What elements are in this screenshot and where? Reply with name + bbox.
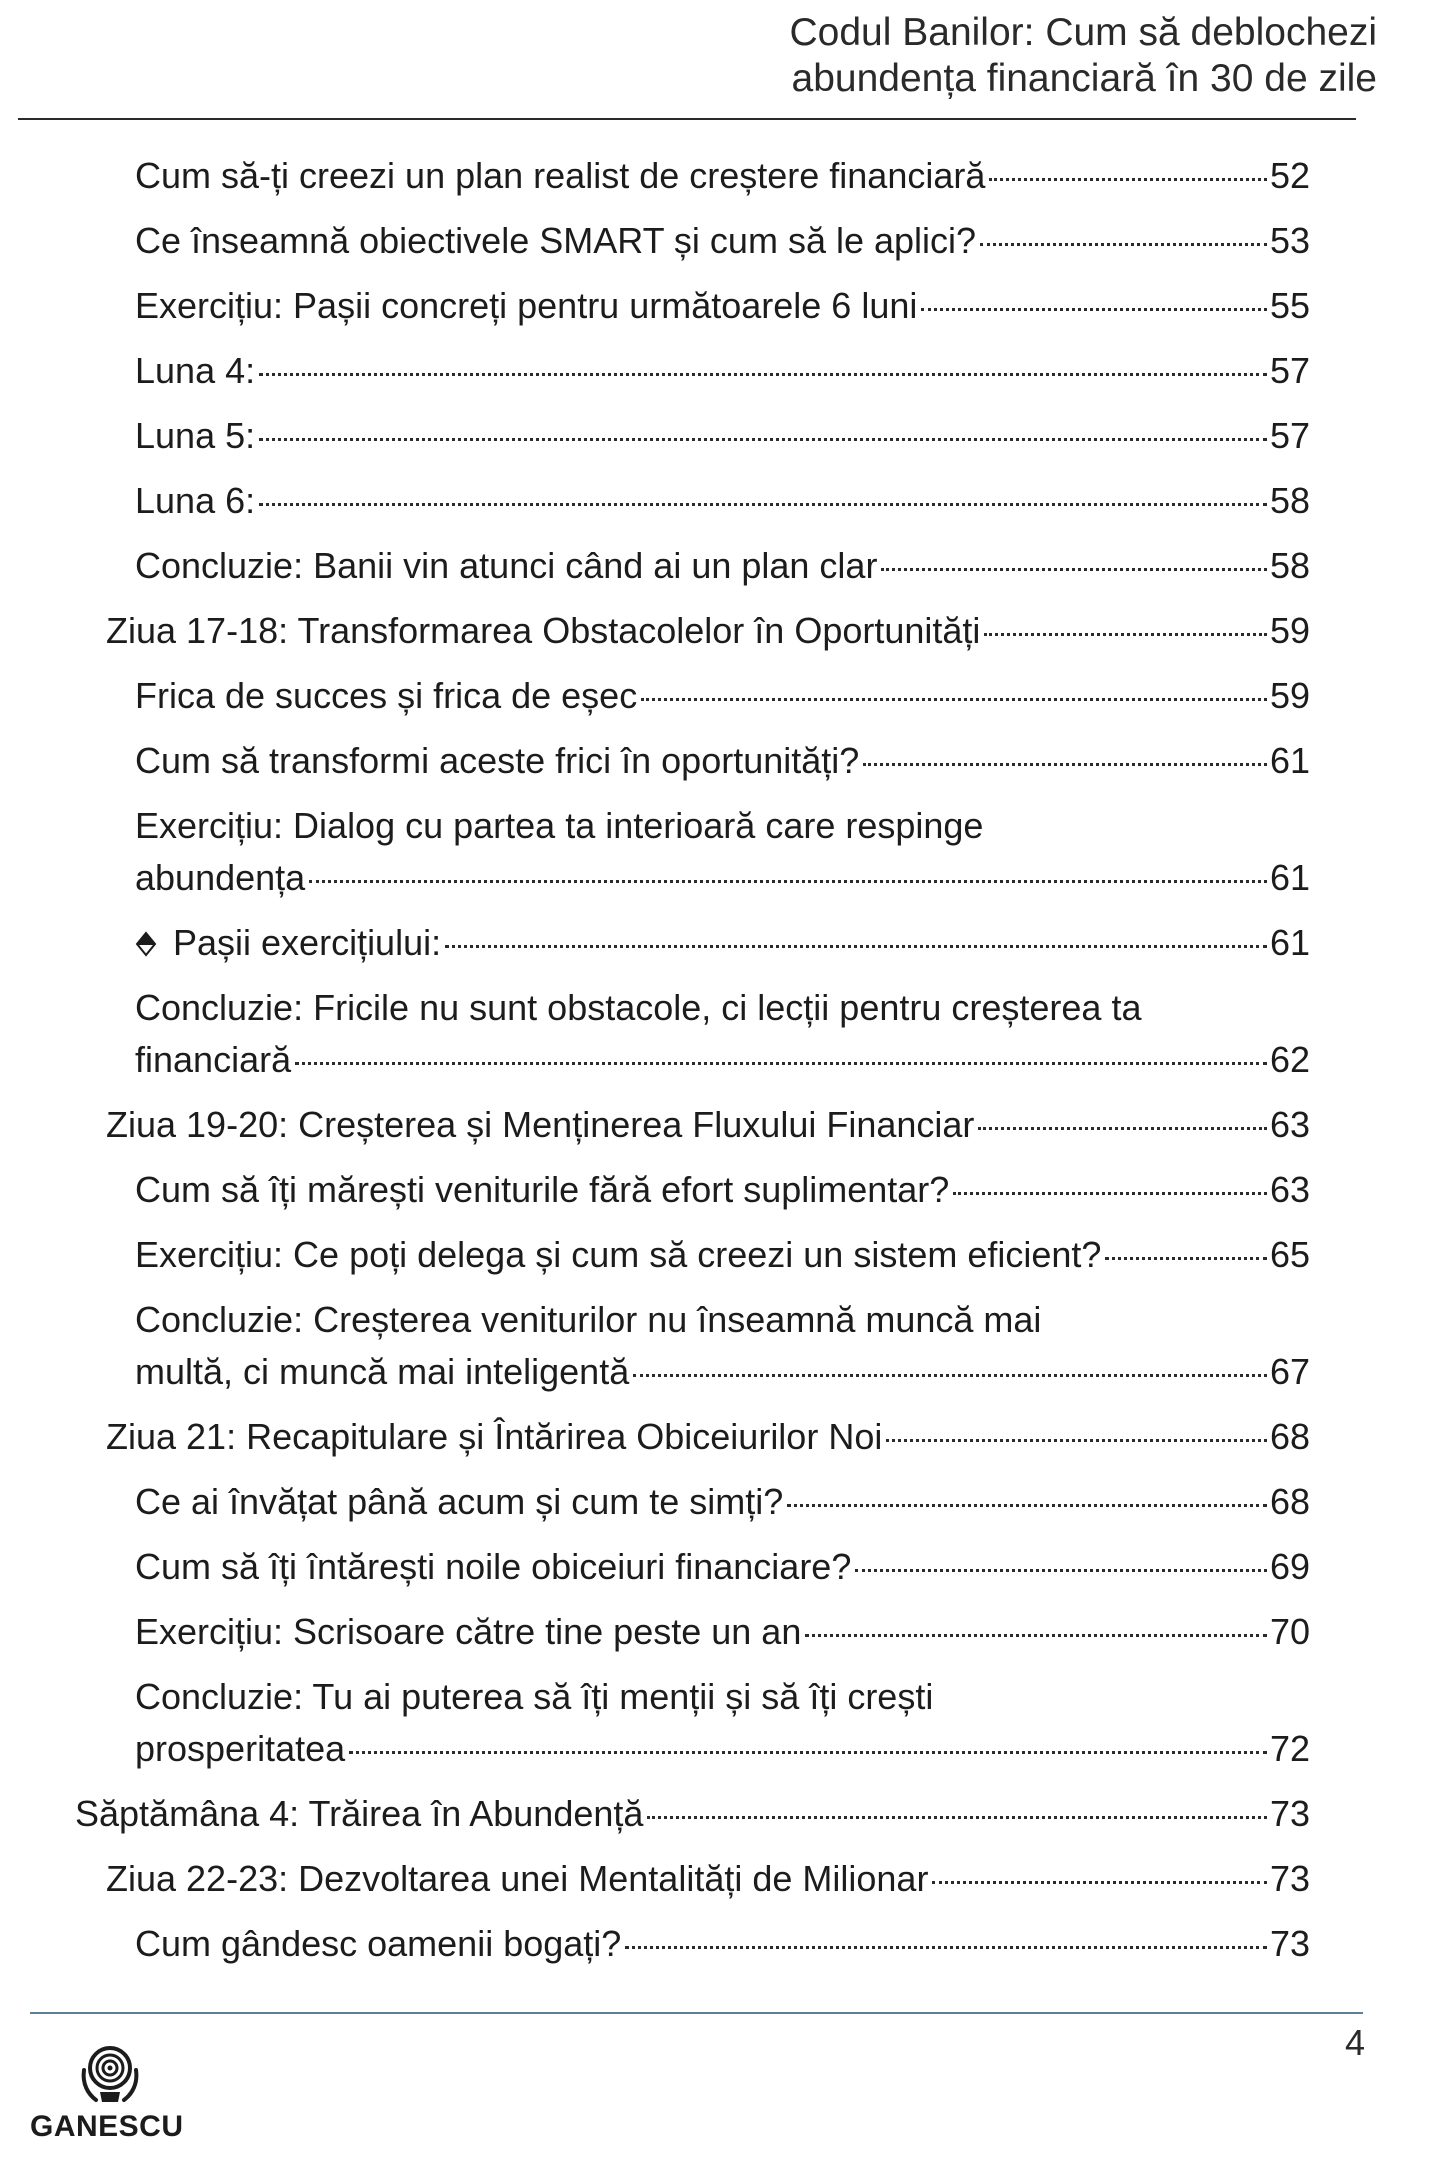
toc-entry-title-line1: Exercițiu: Dialog cu partea ta interioară care respinge [135,805,984,846]
toc-entry-title: Cum să-ți creezi un plan realist de creștere financiară [135,155,986,196]
toc-entry-page-number: 61 [1269,740,1310,781]
toc-entry[interactable] [0,670,1310,722]
toc-entry[interactable] [0,1606,1310,1658]
spiral-head-icon [78,2040,142,2106]
dot-leader [259,503,1267,506]
toc-entry-title: Ziua 19-20: Creșterea și Menținerea Fluxului Financiar [106,1104,975,1145]
toc-entry-title: Ziua 17-18: Transformarea Obstacolelor în Oportunități [106,610,981,651]
toc-entry-title: Exercițiu: Pașii concreți pentru următoarele 6 luni [135,285,918,326]
dot-leader [259,373,1267,376]
dot-leader [787,1504,1267,1507]
dot-leader [921,308,1267,311]
dot-leader [633,1374,1267,1377]
page-number: 4 [1344,2022,1365,2063]
toc-entry-title: Cum gândesc oamenii bogați? [135,1923,622,1964]
toc-entry-page-number: 65 [1269,1234,1310,1275]
footer-divider [30,2012,1363,2014]
toc-entry-page-number: 58 [1269,545,1310,586]
toc-entry[interactable] [0,215,1310,267]
dot-leader [855,1569,1267,1572]
toc-entry[interactable] [0,410,1310,462]
toc-entry[interactable] [0,280,1310,332]
toc-entry-page-number: 57 [1269,415,1310,456]
dot-leader [259,438,1267,441]
toc-entry-title: Frica de succes și frica de eșec [135,675,638,716]
toc-entry-page-number: 69 [1269,1546,1310,1587]
header-divider [18,118,1356,120]
toc-entry-page-number: 61 [1269,922,1310,963]
dot-leader [932,1881,1267,1884]
toc-entry-title: Ce înseamnă obiectivele SMART și cum să le aplici? [135,220,977,261]
header-title-line1: Codul Banilor: Cum să deblochezi [789,11,1377,54]
dot-leader [295,1062,1267,1065]
toc-entry-title: Exercițiu: Ce poți delega și cum să creezi un sistem eficient? [135,1234,1102,1275]
toc-entry-page-number: 67 [1269,1351,1310,1392]
toc-entry-title: Ce ai învățat până acum și cum te simți? [135,1481,784,1522]
toc-entry-page-number: 57 [1269,350,1310,391]
toc-entry-page-number: 52 [1269,155,1310,196]
dot-leader [309,880,1267,883]
toc-entry-title: Cum să îți mărești veniturile fără efort suplimentar? [135,1169,950,1210]
dot-leader [989,178,1267,181]
toc-entry[interactable] [0,605,1310,657]
toc-entry-page-number: 62 [1269,1039,1310,1080]
toc-entry[interactable] [0,917,1310,969]
dot-leader [625,1946,1267,1949]
dot-leader [647,1816,1267,1819]
toc-entry-page-number: 58 [1269,480,1310,521]
toc-entry-page-number: 63 [1269,1104,1310,1145]
dot-leader [984,633,1267,636]
toc-entry[interactable] [0,150,1310,202]
toc-entry-title: Pașii exercițiului: [173,922,442,963]
toc-entry-title: Cum să îți întărești noile obiceiuri financiare? [135,1546,852,1587]
dot-leader [978,1127,1267,1130]
toc-entry-page-number: 73 [1269,1858,1310,1899]
toc-entry-title: abundența [135,857,306,898]
toc-entry[interactable] [0,735,1310,787]
running-header [790,10,1377,102]
toc-entry[interactable] [0,475,1310,527]
toc-entry-title: Exercițiu: Scrisoare către tine peste un an [135,1611,802,1652]
toc-entry[interactable] [0,1476,1310,1528]
dot-leader [881,568,1267,571]
diamond-bullet-icon [135,931,157,957]
toc-entry-title: Luna 5: [135,415,256,456]
toc-entry-title-line1: Concluzie: Tu ai puterea să îți menții și să îți crești [135,1676,934,1717]
toc-entry-page-number: 70 [1269,1611,1310,1652]
toc-entry-title: financiară [135,1039,292,1080]
dot-leader [886,1439,1267,1442]
header-title-line2: abundența financiară în 30 de zile [791,57,1377,100]
toc-entry[interactable] [0,345,1310,397]
toc-entry-page-number: 68 [1269,1416,1310,1457]
toc-entry[interactable] [0,800,1310,904]
toc-entry[interactable] [0,1099,1310,1151]
toc-entry-title: Cum să transformi aceste frici în oportunități? [135,740,860,781]
dot-leader [445,945,1267,948]
toc-entry[interactable] [0,1788,1310,1840]
toc-entry[interactable] [0,540,1310,592]
toc-entry-title-line1: Concluzie: Creșterea veniturilor nu înseamnă muncă mai [135,1299,1042,1340]
toc-entry-title: prosperitatea [135,1728,346,1769]
toc-entry-page-number: 55 [1269,285,1310,326]
toc-entry-title: Concluzie: Banii vin atunci când ai un plan clar [135,545,878,586]
toc-entry-page-number: 61 [1269,857,1310,898]
dot-leader [349,1751,1267,1754]
toc-entry-page-number: 53 [1269,220,1310,261]
toc-entry[interactable] [0,1229,1310,1281]
toc-entry-title: Ziua 22-23: Dezvoltarea unei Mentalități de Milionar [106,1858,929,1899]
toc-entry-title: Săptămâna 4: Trăirea în Abundență [75,1793,644,1834]
toc-entry[interactable] [0,1294,1310,1398]
dot-leader [953,1192,1267,1195]
toc-entry[interactable] [0,1411,1310,1463]
ganescu-logo [30,2040,190,2150]
toc-entry[interactable] [0,1541,1310,1593]
dot-leader [805,1634,1267,1637]
toc-entry[interactable] [0,1853,1310,1905]
toc-entry-title: Luna 4: [135,350,256,391]
toc-entry[interactable] [0,1918,1310,1970]
logo-wordmark: GANESCU [30,2110,184,2143]
toc-entry-page-number: 68 [1269,1481,1310,1522]
toc-entry[interactable] [0,1671,1310,1775]
toc-entry-title: Ziua 21: Recapitulare și Întărirea Obiceiurilor Noi [106,1416,883,1457]
toc-entry-page-number: 59 [1269,675,1310,716]
toc-entry-page-number: 59 [1269,610,1310,651]
toc-entry-title: Luna 6: [135,480,256,521]
dot-leader [1105,1257,1267,1260]
dot-leader [863,763,1267,766]
dot-leader [641,698,1267,701]
toc-entry-title: multă, ci muncă mai inteligentă [135,1351,630,1392]
toc-entry-page-number: 73 [1269,1793,1310,1834]
toc-entry-page-number: 63 [1269,1169,1310,1210]
toc-entry[interactable] [0,982,1310,1086]
dot-leader [980,243,1267,246]
toc-entry-page-number: 72 [1269,1728,1310,1769]
toc-entry[interactable] [0,1164,1310,1216]
toc-entry-page-number: 73 [1269,1923,1310,1964]
toc-entry-title-line1: Concluzie: Fricile nu sunt obstacole, ci lecții pentru creșterea ta [135,987,1142,1028]
